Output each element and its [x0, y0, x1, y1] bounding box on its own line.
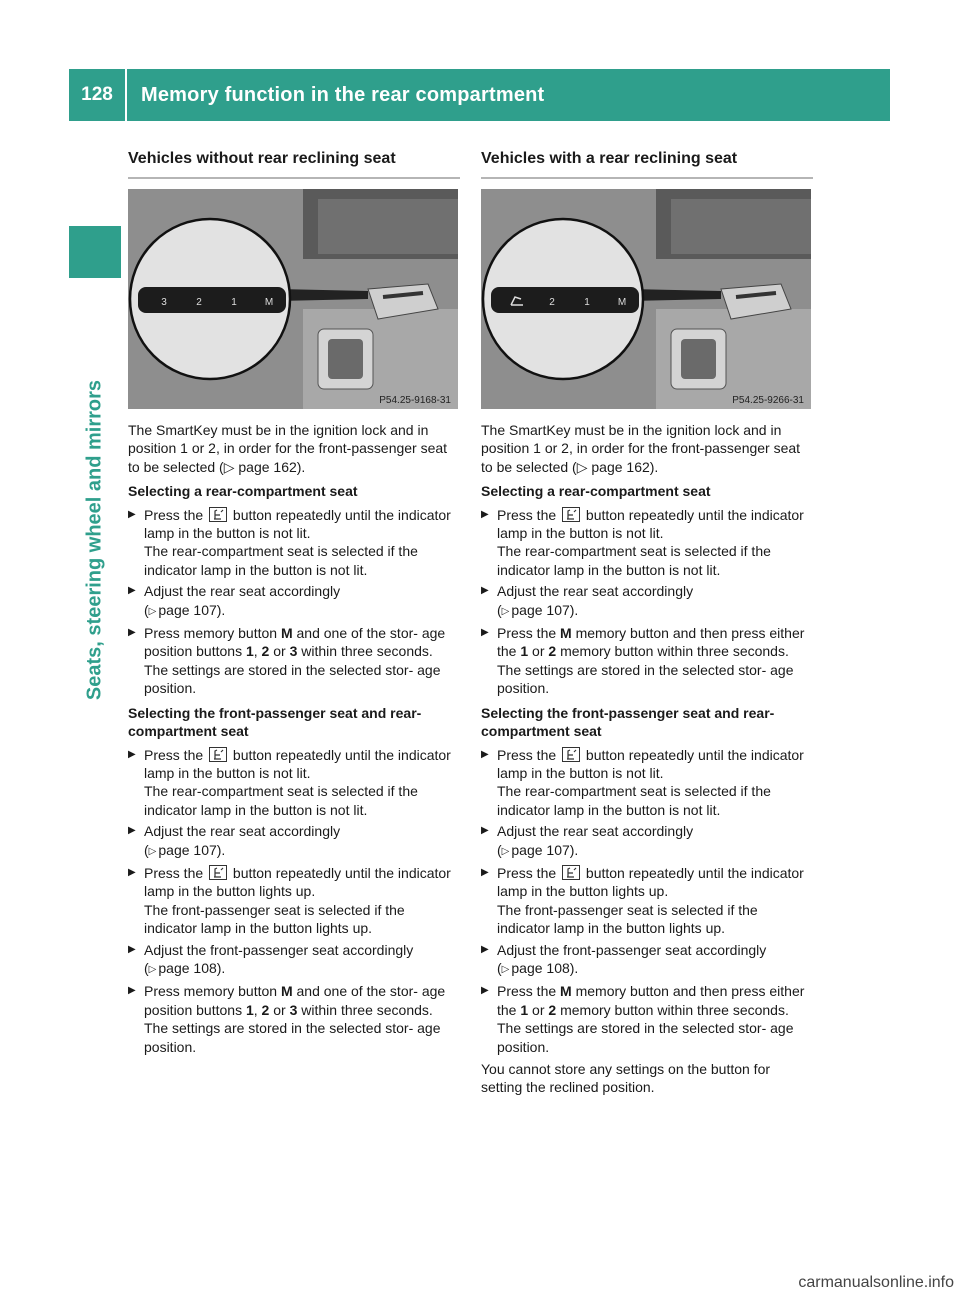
fig-button-label: 2 — [196, 297, 202, 308]
figure-code: P54.25-9266-31 — [732, 395, 804, 406]
chapter-label: Seats, steering wheel and mirrors — [83, 379, 106, 701]
seat-select-icon — [209, 507, 227, 522]
page-ref-triangle-icon: ▷ — [148, 605, 157, 617]
step-arrow-icon: ▶ — [128, 866, 136, 878]
page-ref-triangle-icon: ▷ — [501, 605, 510, 617]
step-arrow-icon: ▶ — [128, 748, 136, 760]
step-arrow-icon: ▶ — [481, 943, 489, 955]
step-arrow-icon: ▶ — [128, 585, 136, 597]
step-item: ▶ Adjust the rear seat accordingly (▷ page 107). — [128, 823, 341, 858]
step-item: ▶ Adjust the front-passenger seat accordingly (▷ page 108). — [481, 941, 767, 976]
seat-memory-buttons-figure — [128, 189, 458, 409]
intro-paragraph: The SmartKey must be in the ignition lock and in position 1 or 2, in order for the front-passenger seat to be selected (▷ page 162). — [128, 422, 448, 475]
step-item: ▶ Press memory button M and one of the stor- age position buttons 1, 2 or 3 within three seconds. The settings are stored in the selected stor- age position. — [128, 625, 446, 697]
step-arrow-icon: ▶ — [481, 585, 489, 597]
seat-memory-buttons-figure — [481, 189, 811, 409]
seat-select-icon — [209, 747, 227, 762]
step-item: ▶ Adjust the rear seat accordingly (▷ page 107). — [481, 583, 694, 618]
step-item: ▶ Press the button repeatedly until the indicator lamp in the button is not lit. The rear-compartment seat is selected if the indicator lamp in the button is not lit. — [128, 746, 451, 818]
step-arrow-icon: ▶ — [128, 825, 136, 837]
step-item: ▶ Press the button repeatedly until the indicator lamp in the button is not lit. The rear-compartment seat is selected if the indicator lamp in the button is not lit. — [481, 506, 804, 578]
step-arrow-icon: ▶ — [128, 508, 136, 520]
header-bar — [69, 69, 890, 121]
page-number: 128 — [69, 69, 127, 121]
step-arrow-icon: ▶ — [481, 985, 489, 997]
step-arrow-icon: ▶ — [128, 627, 136, 639]
side-tab-marker — [69, 226, 121, 278]
intro-paragraph: The SmartKey must be in the ignition lock and in position 1 or 2, in order for the front-passenger seat to be selected (▷ page 162). — [481, 422, 801, 475]
page-ref-triangle-icon: ▷ — [501, 845, 510, 857]
step-item: ▶ Press the button repeatedly until the indicator lamp in the button lights up. The front-passenger seat is selected if the indicator lamp in the button lights up. — [481, 864, 804, 937]
left-column — [128, 150, 460, 1059]
step-item: ▶ Press the M memory button and then press either the 1 or 2 memory button within three seconds. The settings are stored in the selected stor- age position. — [481, 983, 805, 1055]
subsection-heading: Selecting a rear-compartment seat — [128, 483, 358, 500]
step-arrow-icon: ▶ — [481, 627, 489, 639]
fig-button-label: 1 — [231, 297, 237, 308]
right-section-heading: Vehicles with a rear reclining seat — [481, 150, 813, 179]
step-list — [481, 506, 813, 698]
step-arrow-icon: ▶ — [481, 866, 489, 878]
figure-code: P54.25-9168-31 — [379, 395, 451, 406]
seat-select-icon — [562, 747, 580, 762]
watermark: carmanualsonline.info — [798, 1274, 954, 1291]
fig-button-label: 1 — [584, 297, 590, 308]
seat-select-icon — [209, 865, 227, 880]
step-arrow-icon: ▶ — [128, 985, 136, 997]
page-ref-triangle-icon: ▷ — [148, 845, 157, 857]
step-arrow-icon: ▶ — [481, 825, 489, 837]
page-ref-triangle-icon: ▷ — [148, 963, 157, 975]
step-arrow-icon: ▶ — [481, 508, 489, 520]
seat-select-icon — [562, 507, 580, 522]
step-item: ▶ Adjust the rear seat accordingly (▷ page 107). — [481, 823, 694, 858]
step-item: ▶ Press the button repeatedly until the indicator lamp in the button is not lit. The rear-compartment seat is selected if the indicator lamp in the button is not lit. — [481, 746, 804, 818]
subsection-heading: Selecting the front-passenger seat and rear- compartment seat — [128, 704, 422, 740]
fig-button-label: M — [264, 297, 274, 308]
page-title: Memory function in the rear compartment — [141, 83, 545, 106]
right-column — [481, 150, 813, 1102]
step-item: ▶ Press the M memory button and then press either the 1 or 2 memory button within three seconds. The settings are stored in the selected stor- age position. — [481, 625, 805, 697]
step-list — [128, 506, 460, 698]
closing-paragraph: You cannot store any settings on the button for setting the reclined position. — [481, 1061, 771, 1096]
fig-button-label: M — [617, 297, 627, 308]
subsection-heading: Selecting a rear-compartment seat — [481, 483, 711, 500]
fig-button-label: 3 — [161, 297, 167, 308]
step-item: ▶ Press the button repeatedly until the indicator lamp in the button lights up. The front-passenger seat is selected if the indicator lamp in the button lights up. — [128, 864, 451, 937]
step-arrow-icon: ▶ — [128, 943, 136, 955]
page-ref-triangle-icon: ▷ — [501, 963, 510, 975]
step-list — [128, 746, 460, 1057]
step-arrow-icon: ▶ — [481, 748, 489, 760]
left-section-heading: Vehicles without rear reclining seat — [128, 150, 460, 179]
step-item: ▶ Press the button repeatedly until the indicator lamp in the button is not lit. The rear-compartment seat is selected if the indicator lamp in the button is not lit. — [128, 506, 451, 578]
seat-select-icon — [562, 865, 580, 880]
subsection-heading: Selecting the front-passenger seat and rear- compartment seat — [481, 704, 775, 740]
step-item: ▶ Press memory button M and one of the stor- age position buttons 1, 2 or 3 within three seconds. The settings are stored in the selected stor- age position. — [128, 983, 446, 1055]
step-list — [481, 746, 813, 1057]
fig-button-label: 2 — [549, 297, 555, 308]
step-item: ▶ Adjust the front-passenger seat accordingly (▷ page 108). — [128, 941, 414, 976]
step-item: ▶ Adjust the rear seat accordingly (▷ page 107). — [128, 583, 341, 618]
